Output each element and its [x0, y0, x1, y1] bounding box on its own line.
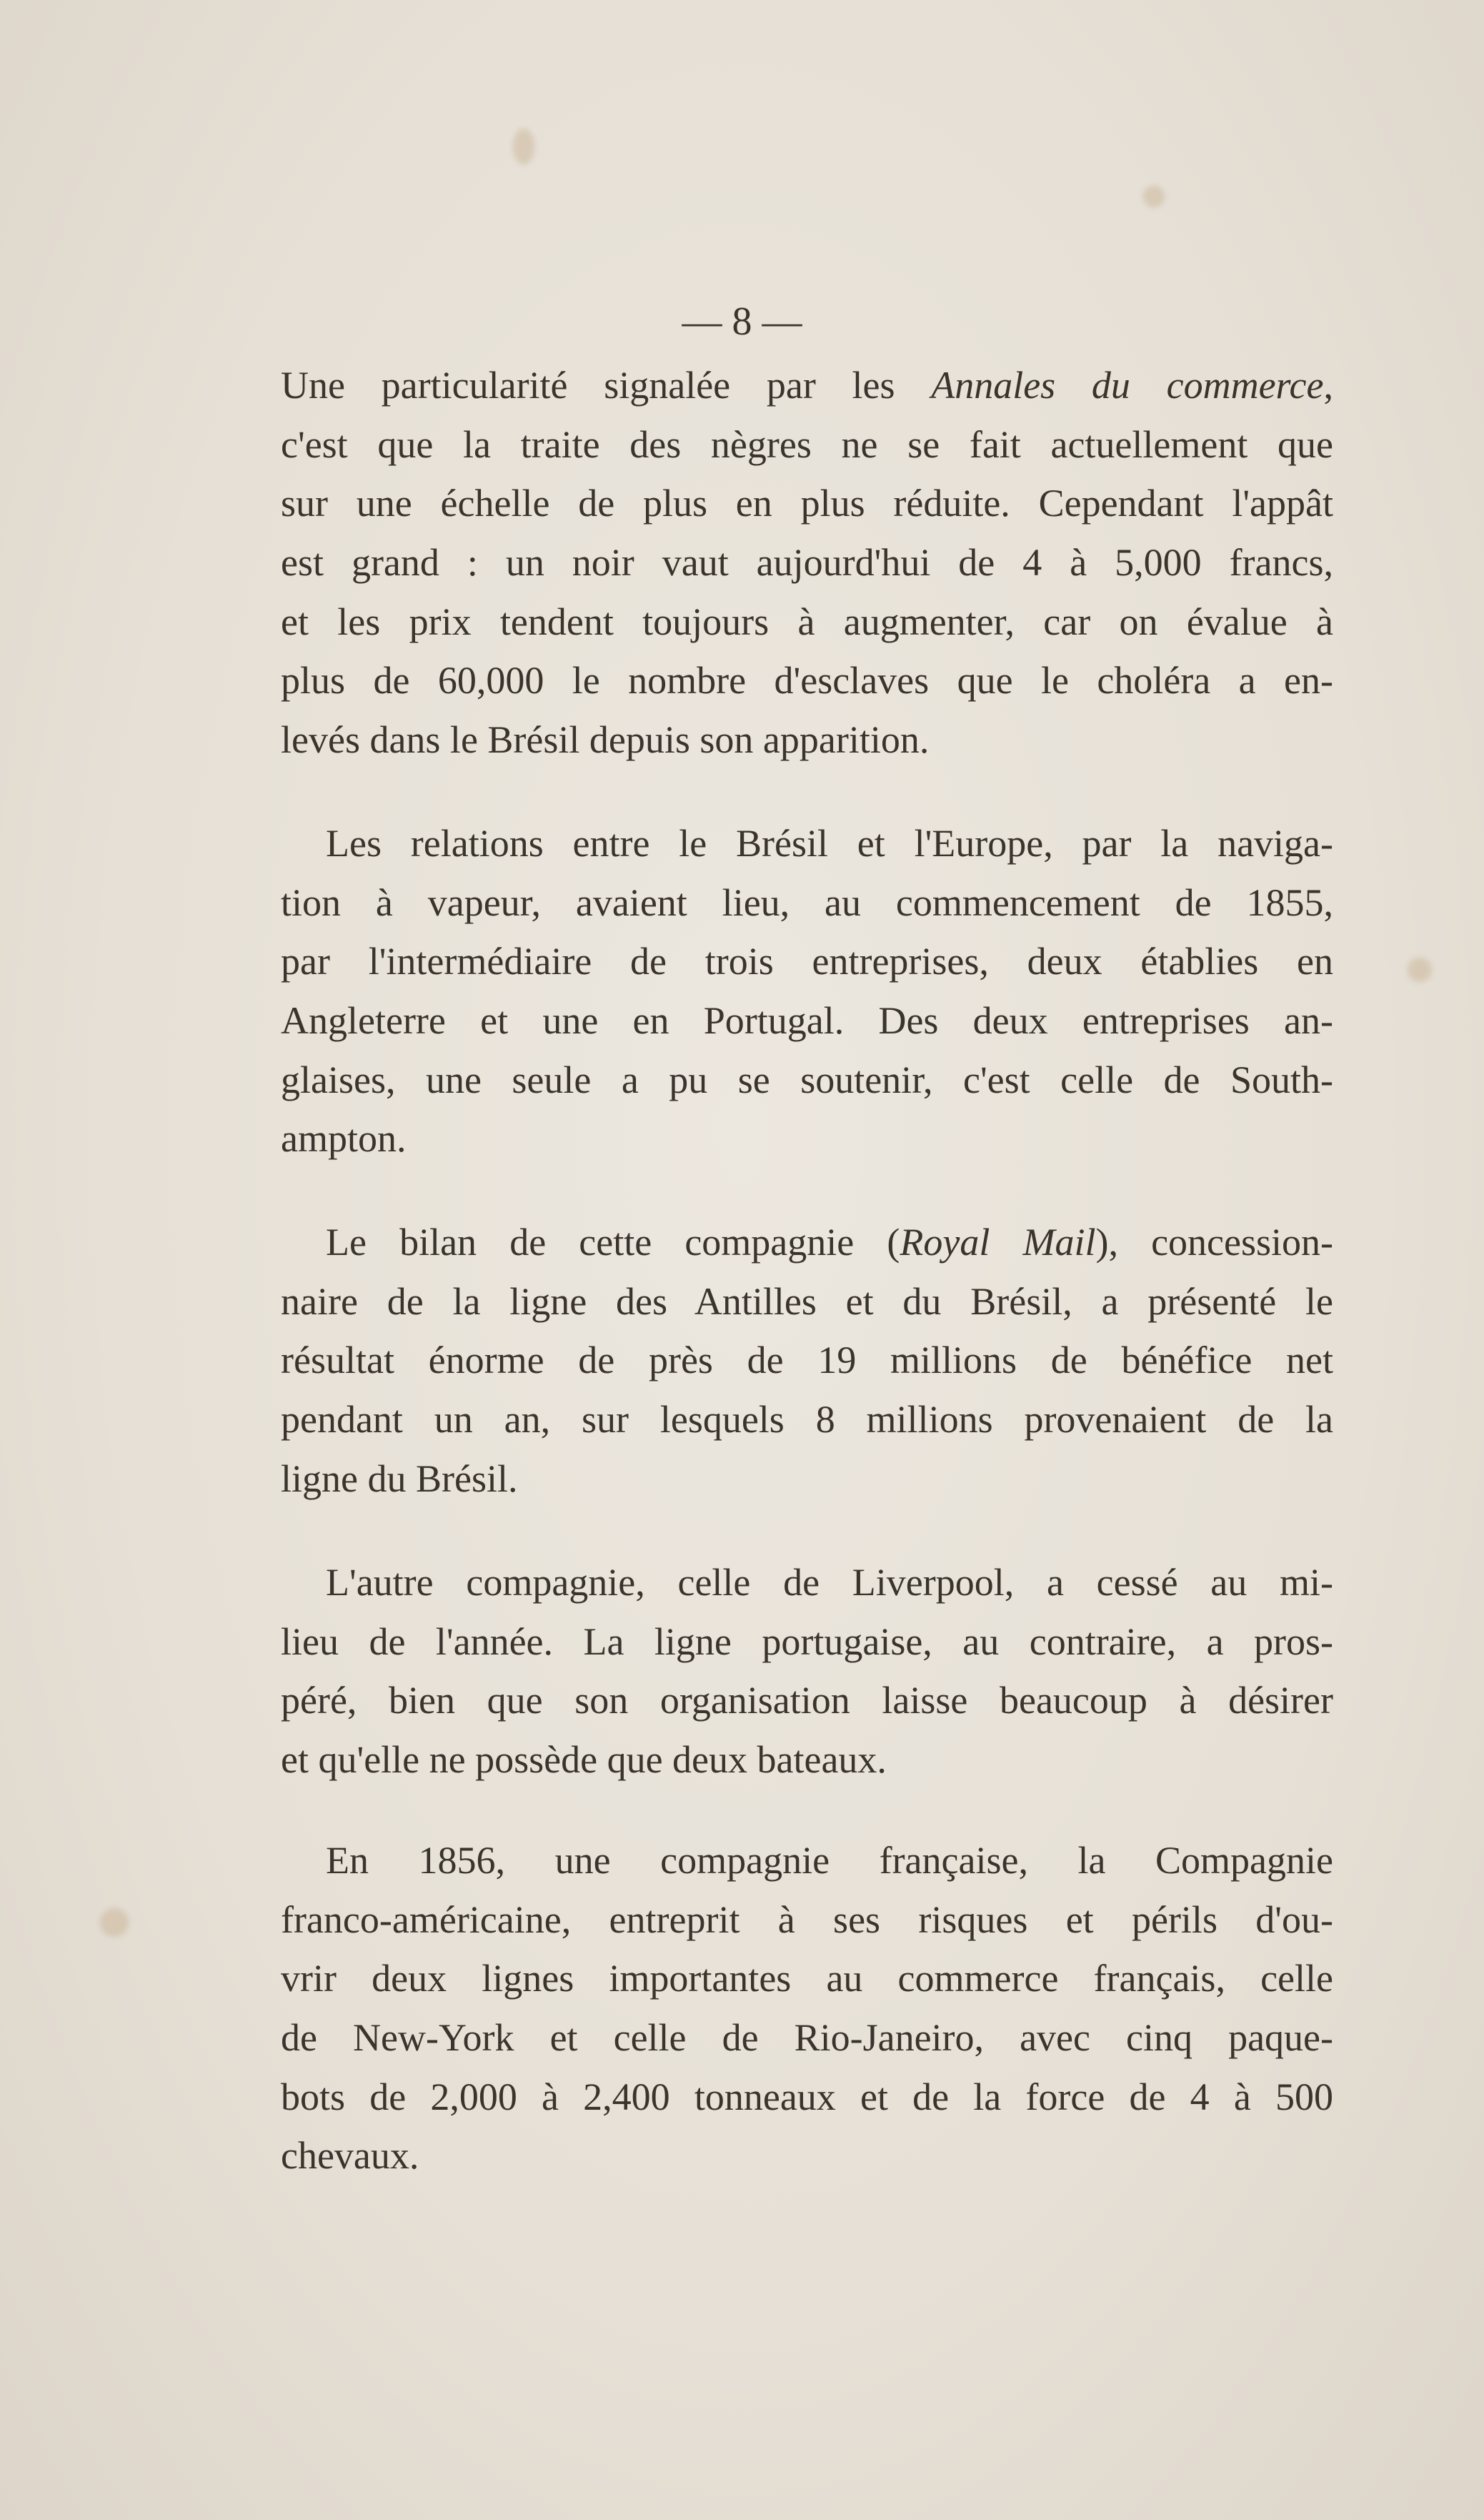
- text-segment: vrir deux lignes importantes au commerce français, celle: [281, 1957, 1333, 2000]
- text-segment: c'est que la traite des nègres ne se fait actuellement que: [281, 422, 1333, 466]
- paper-stain: [100, 1908, 129, 1937]
- paragraph: [281, 1831, 1333, 2186]
- text-line: [281, 1331, 1333, 1390]
- text-segment: lieu de l'année. La ligne portugaise, au contraire, a pros-: [281, 1619, 1333, 1663]
- text-segment: Les relations entre le Brésil et l'Europe, par la naviga-: [326, 822, 1333, 865]
- text-segment: pendant un an, sur lesquels 8 millions provenaient de la: [281, 1398, 1333, 1442]
- text-segment: ligne du Brésil.: [281, 1457, 518, 1500]
- text-line: [281, 1612, 1333, 1672]
- paragraph: [281, 1213, 1333, 1508]
- text-line: [281, 415, 1333, 475]
- text-segment: de New-York et celle de Rio-Janeiro, avec cinq paque-: [281, 2016, 1333, 2060]
- paragraph: [281, 814, 1333, 1169]
- text-segment: sur une échelle de plus en plus réduite. Cependant l'appât: [281, 482, 1333, 525]
- italic-text: Annales du commerce: [931, 364, 1324, 407]
- text-line: [281, 710, 1333, 770]
- text-segment: franco-américaine, entreprit à ses risques et périls d'ou-: [281, 1898, 1333, 1941]
- text-line: [281, 1890, 1333, 1950]
- text-line: [281, 2126, 1333, 2186]
- text-segment: ), concession-: [1095, 1221, 1334, 1264]
- text-line: [281, 1213, 1333, 1272]
- text-segment: par l'intermédiaire de trois entreprises, deux établies en: [281, 940, 1333, 983]
- paper-stain: [1143, 186, 1165, 207]
- text-segment: naire de la ligne des Antilles et du Brésil, a présenté le: [281, 1279, 1333, 1323]
- text-line: [281, 814, 1333, 873]
- text-line: [281, 1109, 1333, 1169]
- text-segment: ,: [1323, 364, 1333, 407]
- text-segment: levés dans le Brésil depuis son apparition.: [281, 718, 930, 762]
- paragraph: [281, 1553, 1333, 1790]
- text-segment: En 1856, une compagnie française, la Compagnie: [326, 1839, 1333, 1882]
- text-line: [281, 651, 1333, 710]
- text-line: [281, 1949, 1333, 2008]
- text-line: [281, 1553, 1333, 1612]
- text-line: [281, 2068, 1333, 2127]
- text-segment: et qu'elle ne possède que deux bateaux.: [281, 1738, 887, 1782]
- text-line: [281, 592, 1333, 652]
- text-line: [281, 1449, 1333, 1509]
- text-line: [281, 873, 1333, 933]
- text-segment: Angleterre et une en Portugal. Des deux entreprises an-: [281, 999, 1333, 1043]
- text-segment: bots de 2,000 à 2,400 tonneaux et de la force de 4 à 500: [281, 2075, 1333, 2118]
- text-segment: est grand : un noir vaut aujourd'hui de 4 à 5,000 francs,: [281, 541, 1333, 585]
- paper-stain: [1408, 958, 1432, 982]
- text-line: [281, 474, 1333, 533]
- text-segment: Le bilan de cette compagnie (: [326, 1221, 900, 1264]
- text-line: [281, 356, 1333, 415]
- text-line: [281, 1730, 1333, 1790]
- text-segment: chevaux.: [281, 2134, 419, 2178]
- page-number: — 8 —: [682, 299, 802, 344]
- text-line: [281, 533, 1333, 592]
- text-segment: et les prix tendent toujours à augmenter, car on évalue à: [281, 600, 1333, 643]
- text-segment: tion à vapeur, avaient lieu, au commencement de 1855,: [281, 880, 1333, 924]
- text-line: [281, 1390, 1333, 1449]
- text-segment: L'autre compagnie, celle de Liverpool, a cessé au mi-: [326, 1561, 1333, 1604]
- text-segment: plus de 60,000 le nombre d'esclaves que le choléra a en-: [281, 659, 1333, 703]
- text-line: [281, 2008, 1333, 2068]
- text-segment: résultat énorme de près de 19 millions de bénéfice net: [281, 1339, 1333, 1382]
- text-segment: Une particularité signalée par les: [281, 364, 932, 407]
- text-line: [281, 991, 1333, 1051]
- text-line: [281, 1671, 1333, 1730]
- text-line: [281, 1272, 1333, 1331]
- text-segment: ampton.: [281, 1117, 407, 1161]
- text-line: [281, 1831, 1333, 1890]
- paper-stain: [513, 129, 534, 164]
- text-line: [281, 1051, 1333, 1110]
- paragraph: [281, 356, 1333, 770]
- text-line: [281, 932, 1333, 991]
- text-segment: glaises, une seule a pu se soutenir, c'est celle de South-: [281, 1058, 1333, 1101]
- italic-text: Royal Mail: [900, 1221, 1096, 1264]
- text-segment: péré, bien que son organisation laisse beaucoup à désirer: [281, 1679, 1333, 1722]
